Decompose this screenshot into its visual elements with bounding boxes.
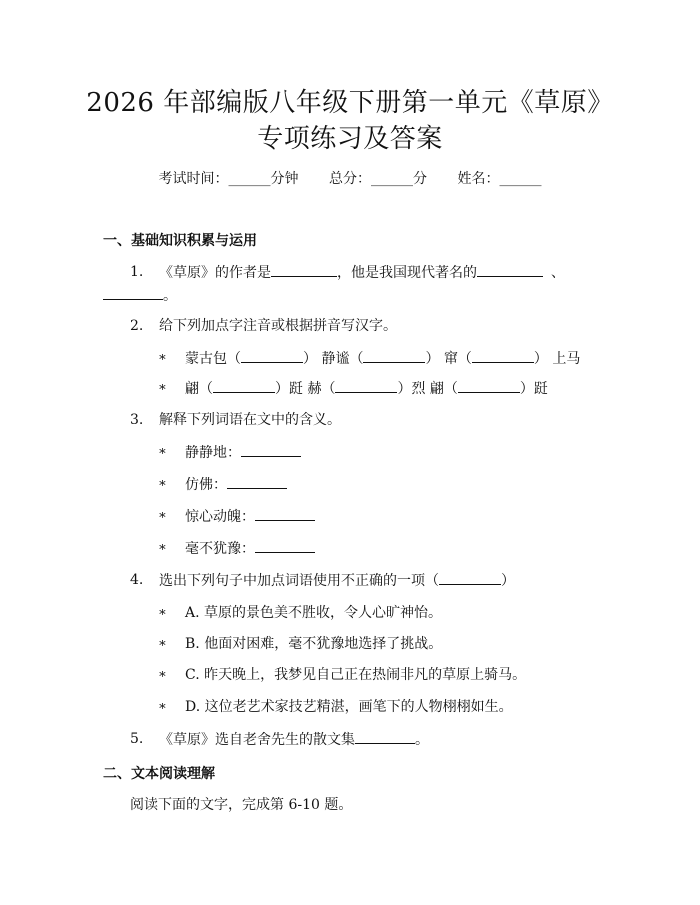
bullet-marker: ∗ [158,350,167,365]
answer-blank[interactable] [363,348,425,363]
answer-blank[interactable] [255,506,315,521]
row-text: 蒙古包（ [185,351,241,367]
row-text: ）烈 翩（ [397,381,458,397]
answer-blank[interactable] [255,538,315,553]
bullet-marker: ∗ [158,444,167,459]
pinyin-row [185,378,548,399]
question-text-part: 选出下列句子中加点词语使用不正确的一项（ [159,573,439,589]
row-text: ） 上马 [533,351,581,367]
choice-text: B. 他面对困难，毫不犹豫地选择了挑战。 [185,636,443,652]
row-text: ） 窜（ [425,351,472,367]
question-number: 3. [130,412,144,428]
question-text: 解释下列词语在文中的含义。 [159,412,341,428]
question-text [159,570,515,591]
bullet-marker: ∗ [158,540,167,555]
question-1-continued [103,285,177,306]
exam-meta [0,168,700,188]
page-subtitle: 专项练习及答案 [257,124,443,154]
question-text-part: 《草原》选自老舍先生的散文集 [159,732,355,748]
question-text-part: 。 [415,732,429,748]
question-number: 5. [130,731,144,747]
bullet-marker: ∗ [158,699,167,714]
page-title: 2026 年部编版八年级下册第一单元《草原》 [86,88,614,118]
bullet-marker: ∗ [158,605,167,620]
row-text: ）跹 赫（ [275,381,336,397]
exam-time-field: 考试时间：______分钟 [158,171,299,187]
question-number: 1. [130,264,144,280]
answer-blank[interactable] [335,378,397,393]
choice-text: D. 这位老艺术家技艺精湛，画笔下的人物栩栩如生。 [185,699,513,715]
answer-blank[interactable] [213,378,275,393]
term-label: 静静地： [185,445,241,461]
answer-blank[interactable] [103,285,163,300]
choice-text: A. 草原的景色美不胜收，令人心旷神怡。 [185,605,443,621]
term-text [185,442,301,463]
answer-blank[interactable] [472,348,534,363]
row-text: ） 静谧（ [303,351,364,367]
question-text: 给下列加点字注音或根据拼音写汉字。 [159,318,397,334]
row-text: ）跹 [519,381,548,397]
section-heading-basics: 一、基础知识积累与运用 [103,233,257,249]
answer-blank[interactable] [241,442,301,457]
question-text-part: 《草原》的作者是 [159,265,271,281]
answer-blank[interactable] [477,262,543,277]
student-name-field: 姓名：______ [457,171,542,187]
choice-text: C. 昨天晚上，我梦见自己正在热闹非凡的草原上骑马。 [185,667,527,683]
term-text [185,538,315,559]
question-text [159,729,429,750]
question-number: 4. [130,572,144,588]
term-text [185,506,315,527]
question-text-part: ） [501,573,515,589]
question-text [159,262,565,283]
question-text-part: 、 [551,265,565,281]
question-text-part: ，他是我国现代著名的 [337,265,477,281]
question-text-part: 。 [163,288,177,304]
answer-blank[interactable] [241,348,303,363]
pinyin-row [185,348,580,369]
bullet-marker: ∗ [158,667,167,682]
answer-blank[interactable] [227,474,287,489]
term-label: 惊心动魄： [185,509,255,525]
term-label: 仿佛： [185,477,227,493]
row-text: 翩（ [185,381,213,397]
section-heading-reading: 二、文本阅读理解 [103,766,215,782]
question-number: 2. [130,318,144,334]
bullet-marker: ∗ [158,476,167,491]
term-text [185,474,287,495]
total-score-field: 总分：______分 [329,171,427,187]
bullet-marker: ∗ [158,508,167,523]
reading-instruction: 阅读下面的文字，完成第 6-10 题。 [130,797,353,813]
answer-blank[interactable] [271,262,337,277]
answer-blank[interactable] [458,378,520,393]
bullet-marker: ∗ [158,636,167,651]
answer-blank[interactable] [439,570,501,585]
answer-blank[interactable] [355,729,415,744]
bullet-marker: ∗ [158,380,167,395]
term-label: 毫不犹豫： [185,541,255,557]
